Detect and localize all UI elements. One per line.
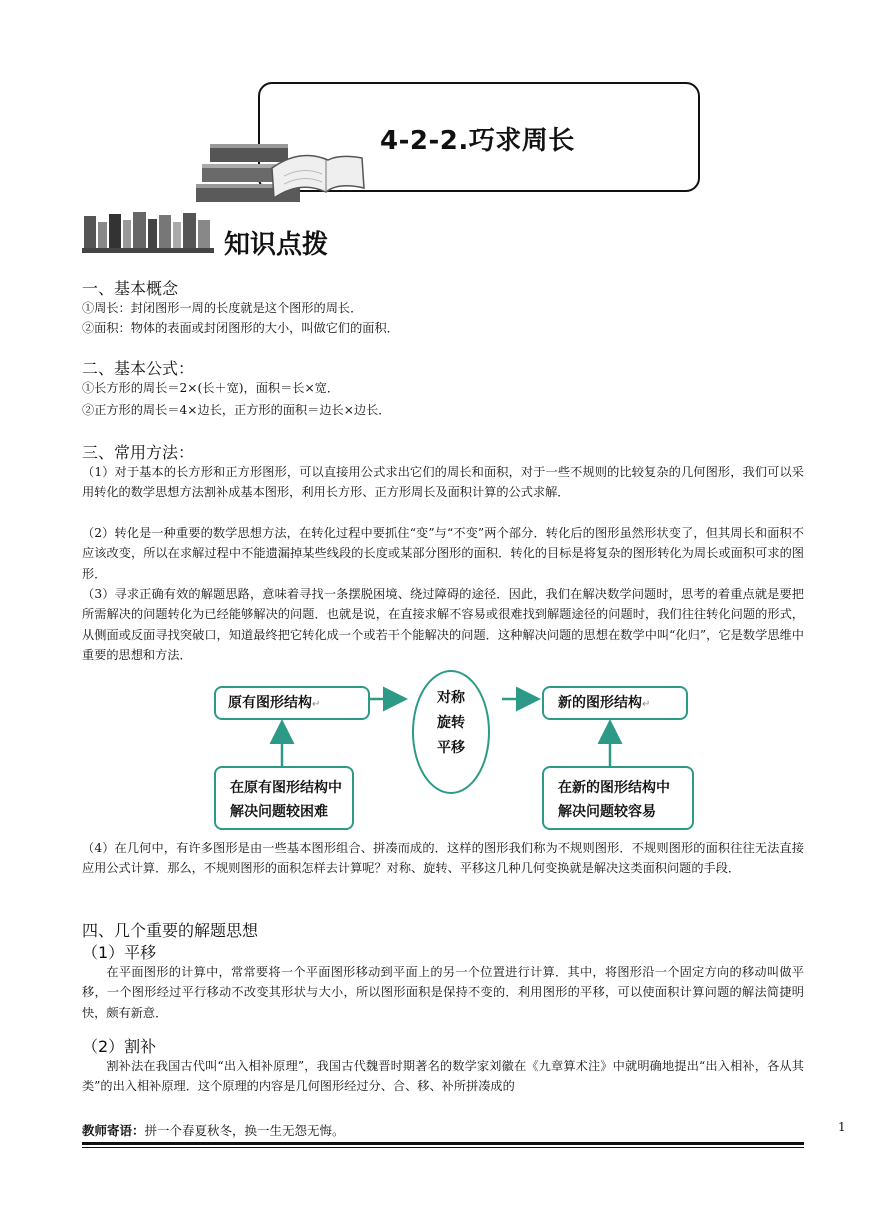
bookshelf-icon [82, 210, 214, 254]
oval-transformations [412, 670, 490, 794]
box-hard-line-2: 解决问题较困难 [230, 804, 328, 820]
heading-basic-formulas: 二、基本公式： [82, 359, 195, 378]
teacher-message-text: 拼一个春夏秋冬，换一生无怨无悔。 [144, 1123, 345, 1138]
translation-paragraph: 在平面图形的计算中，常常要将一个平面图形移动到平面上的另一个位置进行计算．其中，将图形沿一个固定方向的移动叫做平移，一个图形经过平行移动不改变其形状与大小，所以图形面积是保持不变的．利用图形的平移，可以使面积计算问题的解法简捷明快，颇有新意． [82, 965, 804, 1020]
teacher-message-label: 教师寄语： [82, 1123, 145, 1138]
document-title: 4-2-2.巧求周长 [380, 126, 575, 156]
method-paragraph-4: （4）在几何中，有许多图形是由一些基本图形组合、拼凑而成的．这样的图形我们称为不规则图形．不规则图形的面积往往无法直接应用公式计算．那么，不规则图形的面积怎样去计算呢？对称、旋转、平移这几种几何变换就是解决这类面积问题的手段． [82, 841, 804, 876]
subheading-cut-and-fill: （2）割补 [82, 1037, 157, 1056]
footer-rule [82, 1142, 804, 1145]
box-easy-line-2: 解决问题较容易 [558, 804, 656, 820]
method-paragraph-1: （1）对于基本的长方形和正方形图形，可以直接用公式求出它们的周长和面积，对于一些不规则的比较复杂的几何图形，我们可以采用转化的数学思想方法割补成基本图形，利用长方形、正方形周长及面积计算的公式求解． [82, 465, 804, 500]
box-new-label: 新的图形结构 [558, 695, 642, 711]
box-easy-line-1: 在新的图形结构中 [558, 780, 670, 796]
oval-symmetry: 对称 [437, 690, 465, 706]
line-square-formula: ②正方形的周长＝4×边长，正方形的面积＝边长×边长． [82, 403, 391, 417]
box-hard-line-1: 在原有图形结构中 [230, 780, 342, 796]
method-paragraph-2: （2）转化是一种重要的数学思想方法，在转化过程中要抓住“变”与“不变”两个部分．转化后的图形虽然形状变了，但其周长和面积不应该改变，所以在求解过程中不能遗漏掉某些线段的长度或某部分图形的面积．转化的目标是将复杂的图形转化为周长或面积可求的图形． [82, 526, 804, 581]
line-perimeter-def: ①周长：封闭图形一周的长度就是这个图形的周长． [82, 301, 363, 315]
footer-rule-thin [82, 1147, 804, 1148]
paragraph-mark: ↵ [312, 699, 321, 710]
line-rectangle-formula: ①长方形的周长＝2×(长＋宽)，面积＝长×宽． [82, 381, 340, 395]
section-label: 知识点拨 [224, 230, 329, 260]
heading-common-methods: 三、常用方法： [82, 443, 195, 462]
oval-translation: 平移 [437, 740, 465, 756]
books-icon [188, 128, 368, 208]
page-number: 1 [838, 1120, 846, 1134]
line-area-def: ②面积：物体的表面或封闭图形的大小，叫做它们的面积． [82, 321, 399, 335]
box-original-structure [214, 686, 370, 720]
oval-rotation: 旋转 [437, 715, 465, 731]
method-paragraph-3: （3）寻求正确有效的解题思路，意味着寻找一条摆脱困境、绕过障碍的途径．因此，我们在解决数学问题时，思考的着重点就是要把所需解决的问题转化为已经能够解决的问题．也就是说，在直接求解不容易或很难找到解题途径的问题时，我们往往转化问题的形式，从侧面或反面寻找突破口，知道最终把它转化成一个或若干个能解决的问题．这种解决问题的思想在数学中叫“化归”，它是数学思维中重要的思想和方法． [82, 587, 804, 662]
paragraph-mark: ↵ [642, 699, 651, 710]
box-new-structure [542, 686, 688, 720]
cut-and-fill-paragraph: 割补法在我国古代叫“出入相补原理”，我国古代魏晋时期著名的数学家刘徽在《九章算术注》中就明确地提出“出入相补，各从其类”的出入相补原理．这个原理的内容是几何图形经过分、合、移、补所拼凑成的 [82, 1059, 804, 1094]
teacher-message [82, 1121, 345, 1139]
box-original-label: 原有图形结构 [228, 695, 312, 711]
subheading-translation: （1）平移 [82, 943, 157, 962]
box-new-easy [542, 766, 694, 830]
heading-key-ideas: 四、几个重要的解题思想 [82, 921, 259, 940]
box-original-hard [214, 766, 354, 830]
heading-basic-concepts: 一、基本概念 [82, 279, 179, 298]
